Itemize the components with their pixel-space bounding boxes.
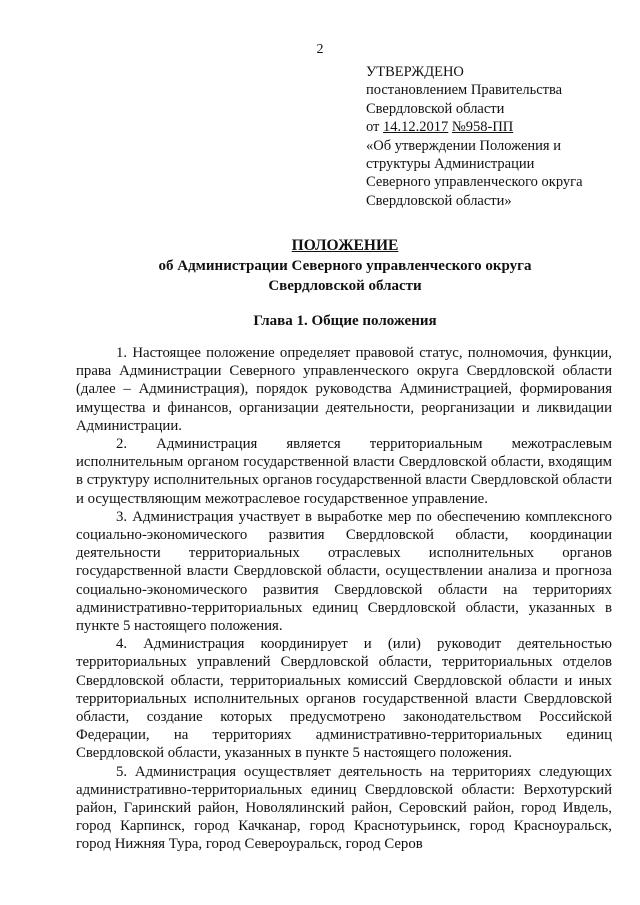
approval-line-3: Свердловской области [366,100,505,117]
approval-block [366,63,628,210]
page-number: 2 [316,42,324,57]
approval-number: №958-ПП [451,119,514,136]
title-main: ПОЛОЖЕНИЕ [291,237,399,254]
title-line-2: об Администрации Северного управленческого округа [158,258,532,274]
approval-line-6: структуры Администрации [366,156,535,173]
paragraph-5: 5. Администрация осуществляет деятельность на территориях следующих административно-территориальных единиц Свердловской области: Верхотурский район, Гаринский район, Новолялинский район, Серовский район, город Ивдель, город Карпинск, город Качканар, город Краснотурьинск, город Красноуральск, город Нижняя Тура, город Североуральск, город Серов [76,763,612,853]
chapter-heading: Глава 1. Общие положения [253,313,437,329]
approval-line-2: постановлением Правительства [366,82,563,99]
document-body [76,344,612,854]
approval-heading: УТВЕРЖДЕНО [366,64,464,80]
document-title [0,236,640,296]
paragraph-3: 3. Администрация участвует в выработке мер по обеспечению комплексного социально-экономического развития Свердловской области, координации деятельности территориальных отраслевых исполнительных органов государственной власти Свердловской области, осуществлении анализа и прогноза социально-экономического развития Свердловской области на территориях административно-территориальных единиц Свердловской области, указанных в пункте 5 настоящего положения. [76,508,612,635]
approval-date-line [366,118,628,136]
title-line-3: Свердловской области [268,278,422,294]
paragraph-1: 1. Настоящее положение определяет правовой статус, полномочия, функции, права Администрации Северного управленческого округа Свердловской области (далее – Администрация), порядок руководства Администрацией, формирования имущества и финансов, организации деятельности, реорганизации и ликвидации Администрации. [76,345,612,434]
paragraph-2: 2. Администрация является территориальным межотраслевым исполнительным органом государственной власти Свердловской области, входящим в структуру исполнительных органов государственной власти Свердловской области и осуществляющим межотраслевое государственное управление. [76,436,612,507]
approval-date-prefix: от [366,119,380,136]
paragraph-4: 4. Администрация координирует и (или) руководит деятельностью территориальных управлений Свердловской области, территориальных отделов Свердловской области, территориальных комиссий Свердловской области и иных территориальных исполнительных органов государственной власти Свердловской области, создание которых предусмотрено законодательством Российской Федерации, на территориях административно-территориальных единиц Свердловской области, указанных в пункте 5 настоящего положения. [76,636,612,762]
approval-line-5: «Об утверждении Положения и [366,137,561,154]
approval-line-7: Северного управленческого округа [366,174,583,191]
approval-date: 14.12.2017 [383,119,449,136]
approval-line-8: Свердловской области» [366,192,512,209]
